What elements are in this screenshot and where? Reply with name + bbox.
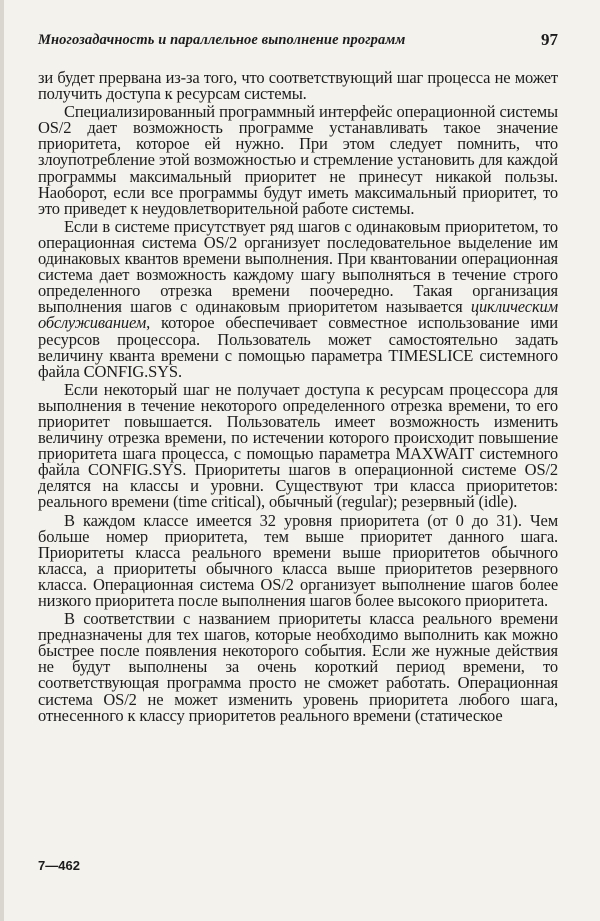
- page-edge-shadow: [0, 0, 4, 921]
- body-text: [38, 70, 558, 724]
- header-title: Многозадачность и параллельное выполнение программ: [38, 32, 406, 48]
- paragraph-round-robin: [38, 216, 558, 381]
- paragraph-priority-boost: Если некоторый шаг не получает доступа к ресурсам процессора для выполнения в течение некоторого определенного отрезка времени, то его приоритет повышается. Пользователь имеет возможность изменить величину отрезка времени, по истечении которого происходит повышение приоритета шага процесса, с помощью параметра MAXWAIT системного файла CONFIG.SYS. Приоритеты шагов в операционной системе OS/2 делятся на классы и уровни. Существуют три класса приоритетов: реального времени (time critical), обычный (regular); резервный (idle).: [38, 379, 558, 512]
- paragraph-priority-levels: В каждом классе имеется 32 уровня приоритета (от 0 до 31). Чем больше номер приоритета, тем выше приоритет данного шага. Приоритеты класса реального времени выше приоритетов обычного класса, а приоритеты обычного класса выше приоритетов резервного класса. Операционная система OS/2 организует выполнение шагов более низкого приоритета после выполнения шагов более высокого приоритета.: [38, 510, 558, 610]
- page-number: 97: [541, 30, 558, 49]
- signature-mark: 7—462: [38, 858, 80, 873]
- paragraph-round-robin-end: , которое обеспечивает совместное использование ими ресурсов процессора. Пользователь может самостоятельно задать величину кванта времени с помощью параметра TIMESLICE системного файла CONFIG.SYS.: [38, 313, 558, 381]
- paragraph-continuation: зи будет прервана из-за того, что соответствующий шаг процесса не может получить доступа к ресурсам системы.: [38, 68, 558, 104]
- term-round-robin: циклическим обслуживанием: [38, 297, 558, 333]
- paragraph-round-robin-start: Если в системе присутствует ряд шагов с одинаковым приоритетом, то операционная система OS/2 организует последовательное выделение им одинаковых квантов времени выполнения. При квантовании операционная система дает возможность каждому шагу выполняться в течение строго определенного отрезка времени поочередно. Такая организация выполнения шагов с одинаковым приоритетом называется: [38, 216, 558, 317]
- paragraph-time-critical: В соответствии с названием приоритеты класса реального времени предназначены для тех шагов, которые необходимо выполнить как можно быстрее после появления некоторого события. Если же нужные действия не будут выполнены за очень короткий период времени, то соответствующая программа просто не сможет работать. Операционная система OS/2 не может изменить уровень приоритета любого шага, отнесенного к классу приоритетов реального времени (статическое: [38, 609, 558, 725]
- paragraph-api-priority: Специализированный программный интерфейс операционной системы OS/2 дает возможность программе устанавливать такое значение приоритета, которое ей нужно. При этом следует помнить, что злоупотребление этой возможностью и стремление установить для каждой программы максимальный приоритет не принесут никакой пользы. Наоборот, если все программы будут иметь максимальный приоритет, то это приведет к неудовлетворительной работе системы.: [38, 102, 558, 218]
- running-header: [38, 28, 558, 54]
